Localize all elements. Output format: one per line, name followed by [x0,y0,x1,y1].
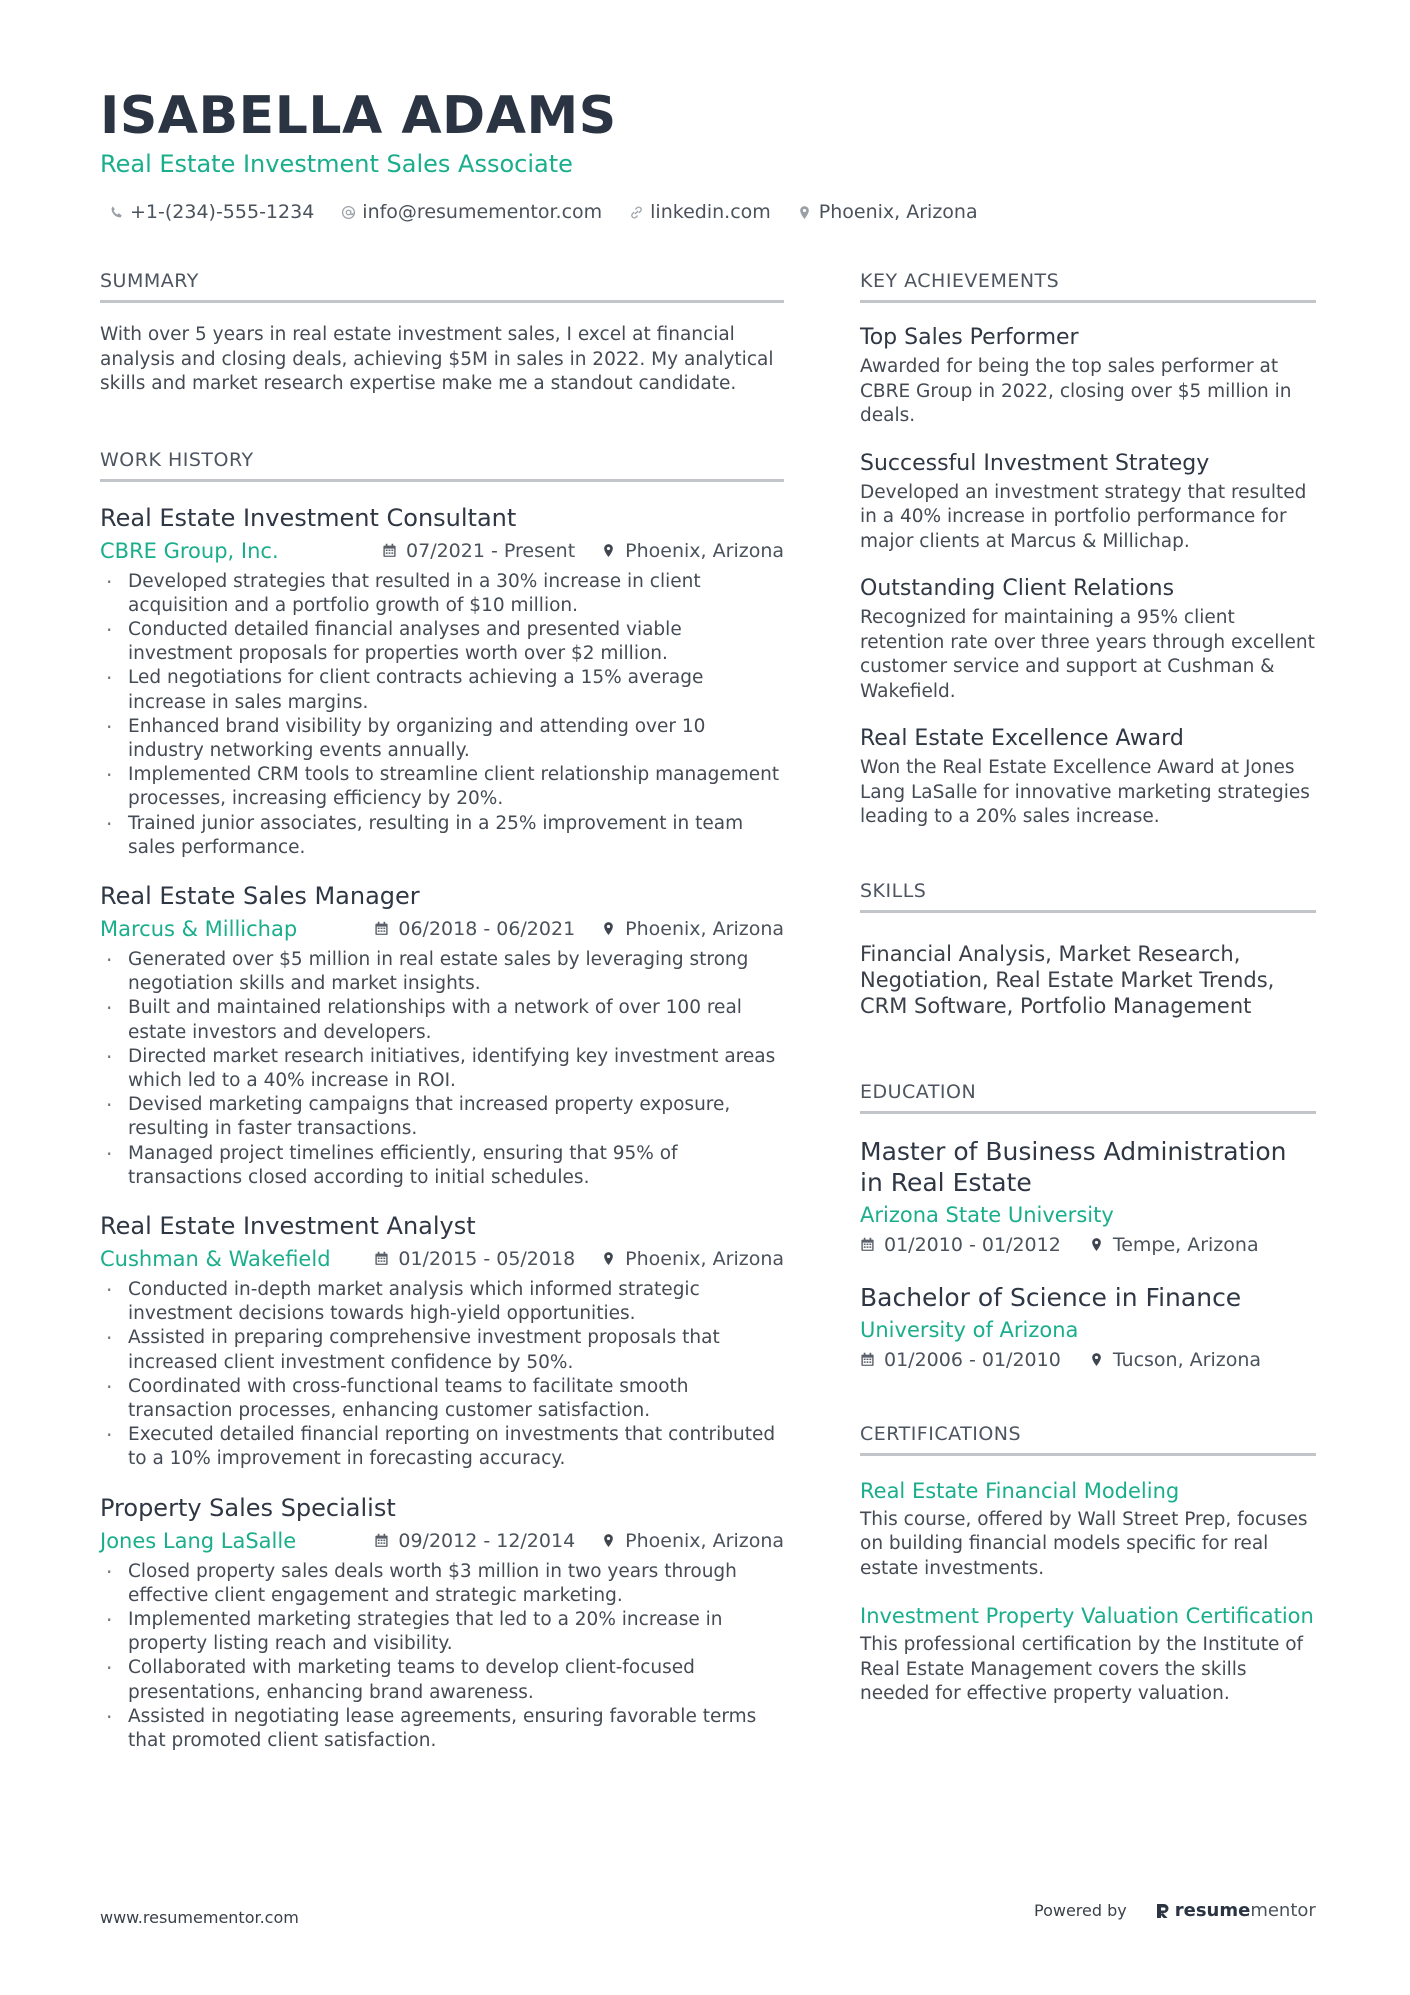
job-location: Phoenix, Arizona [625,1529,784,1552]
bullet-item: · Assisted in preparing comprehensive investment proposals that increased client investment confidence by 50%. [100,1326,784,1374]
school-name: University of Arizona [860,1317,1079,1342]
job-dates: 09/2012 - 12/2014 [398,1529,576,1552]
job-dates: 01/2015 - 05/2018 [398,1247,576,1270]
key-achievements-heading: KEY ACHIEVEMENTS [860,268,1316,303]
bullet-item: · Managed project timelines efficiently, ensuring that 95% of transactions closed according to initial schedules. [100,1142,784,1190]
achievement-item [860,724,1316,830]
bullet-item: · Developed strategies that resulted in a 30% increase in client acquisition and a portfolio growth of $10 million. [100,570,784,618]
certification-text: This course, offered by Wall Street Prep, focuses on building financial models specific for real estate investments. [860,1508,1308,1579]
bullet-item: · Generated over $5 million in real estate sales by leveraging strong negotiation skills and market insights. [100,948,784,996]
certification-title: Investment Property Valuation Certification [860,1604,1314,1628]
bullet-item: · Led negotiations for client contracts achieving a 15% average increase in sales margins. [100,666,784,714]
summary-heading: SUMMARY [100,268,784,303]
phone-icon [108,204,124,220]
bullet-item: · Trained junior associates, resulting in a 25% improvement in team sales performance. [100,812,784,860]
achievement-text: Recognized for maintaining a 95% client retention rate over three years through excellent customer service and support at Cushman & Wakefield. [860,607,1315,702]
job-entry [100,502,784,860]
job-entry-title: Real Estate Investment Consultant [100,503,517,532]
footer-website[interactable]: www.resumementor.com [100,1908,299,1927]
bullet-item: · Collaborated with marketing teams to develop client-focused presentations, enhancing brand awareness. [100,1656,784,1704]
bullet-item: · Implemented marketing strategies that led to a 20% increase in property listing reach and visibility. [100,1608,784,1656]
company-name: Cushman & Wakefield [100,1246,331,1271]
bullet-item: · Assisted in negotiating lease agreements, ensuring favorable terms that promoted client satisfaction. [100,1705,784,1753]
bullet-item: · Enhanced brand visibility by organizing and attending over 10 industry networking events annually. [100,715,784,763]
education-dates: 01/2010 - 01/2012 [884,1233,1061,1256]
calendar-icon [374,1533,389,1548]
certification-title: Real Estate Financial Modeling [860,1478,1180,1503]
calendar-icon [860,1237,875,1252]
at-icon [340,204,356,220]
brand-name-accent: mentor [1250,1900,1316,1921]
achievement-title: Real Estate Excellence Award [860,726,1184,751]
job-dates: 06/2018 - 06/2021 [398,917,576,940]
degree-title: Master of Business Administration in Real Estate [860,1136,1287,1197]
job-entry-title: Real Estate Investment Analyst [100,1211,476,1240]
contact-website[interactable]: linkedin.com [628,201,771,223]
certification-item [860,1601,1316,1707]
job-location: Phoenix, Arizona [625,1247,784,1270]
calendar-icon [382,543,397,558]
right-column [860,268,1316,1707]
contact-email[interactable]: info@resumementor.com [340,201,602,223]
education-heading: EDUCATION [860,1079,1316,1114]
summary-text: With over 5 years in real estate investment sales, I excel at financial analysis and closing deals, achieving $5M in sales in 2022. My analytical skills and market research expertise make me a standout candidate. [100,324,774,394]
powered-by-label: Powered by [1034,1901,1127,1920]
brand-logo[interactable] [1155,1900,1316,1921]
resumementor-logo-icon [1155,1902,1171,1920]
job-bullets [100,1560,784,1754]
bullet-item: · Implemented CRM tools to streamline client relationship management processes, increasing efficiency by 20%. [100,763,784,811]
achievement-title: Outstanding Client Relations [860,576,1175,601]
calendar-icon [860,1352,875,1367]
location-pin-icon [797,204,813,220]
achievement-item [860,449,1316,555]
education-location: Tucson, Arizona [1112,1348,1262,1371]
achievement-text: Awarded for being the top sales performer at CBRE Group in 2022, closing over $5 million in deals. [860,356,1292,426]
location-pin-icon [601,543,616,558]
location-pin-icon [601,921,616,936]
job-title: Real Estate Investment Sales Associate [100,150,573,178]
job-entry-title: Property Sales Specialist [100,1493,396,1522]
location-pin-icon [1089,1352,1104,1367]
location-pin-icon [601,1251,616,1266]
achievement-title: Successful Investment Strategy [860,450,1210,476]
bullet-item: · Executed detailed financial reporting on investments that contributed to a 10% improvement in forecasting accuracy. [100,1423,784,1471]
education-item [860,1282,1316,1375]
bullet-item: · Conducted in-depth market analysis which informed strategic investment decisions towards high-yield opportunities. [100,1278,784,1326]
achievement-item [860,323,1316,429]
degree-title: Bachelor of Science in Finance [860,1282,1242,1312]
location-pin-icon [601,1533,616,1548]
certifications-heading: CERTIFICATIONS [860,1421,1316,1456]
bullet-item: · Conducted detailed financial analyses and presented viable investment proposals for properties worth over $2 million. [100,618,784,666]
school-name: Arizona State University [860,1202,1114,1227]
job-bullets [100,948,784,1190]
job-location: Phoenix, Arizona [625,917,784,940]
skills-text: Financial Analysis, Market Research, Negotiation, Real Estate Market Trends, CRM Software, Portfolio Management [860,941,1275,1018]
contact-location: Phoenix, Arizona [797,201,978,223]
job-bullets [100,1278,784,1472]
link-icon [628,204,644,220]
bullet-item: · Directed market research initiatives, identifying key investment areas which led to a 40% increase in ROI. [100,1045,784,1093]
education-item [860,1136,1316,1260]
certification-item [860,1476,1316,1582]
company-name: Jones Lang LaSalle [100,1528,297,1553]
job-dates: 07/2021 - Present [406,539,576,562]
location-pin-icon [1089,1237,1104,1252]
job-entry-title: Real Estate Sales Manager [100,881,420,910]
bullet-item: · Devised marketing campaigns that increased property exposure, resulting in faster transactions. [100,1093,784,1141]
skills-heading: SKILLS [860,878,1316,913]
candidate-name: ISABELLA ADAMS [100,86,617,146]
education-dates: 01/2006 - 01/2010 [884,1348,1061,1371]
bullet-item: · Coordinated with cross-functional teams to facilitate smooth transaction processes, enhancing customer satisfaction. [100,1375,784,1423]
education-location: Tempe, Arizona [1112,1233,1259,1256]
job-entry [100,1210,784,1472]
work-history-list [100,502,784,1754]
achievement-text: Developed an investment strategy that resulted in a 40% increase in portfolio performance for major clients at Marcus & Millichap. [860,481,1307,552]
job-entry [100,1492,784,1754]
job-location: Phoenix, Arizona [625,539,784,562]
contact-bar [108,198,1004,226]
calendar-icon [374,921,389,936]
work-history-heading: WORK HISTORY [100,447,784,482]
achievement-text: Won the Real Estate Excellence Award at Jones Lang LaSalle for innovative marketing strategies leading to a 20% sales increase. [860,757,1310,827]
job-bullets [100,570,784,860]
left-column [100,268,784,1753]
footer-branding [1034,1900,1316,1921]
company-name: Marcus & Millichap [100,916,298,941]
company-name: CBRE Group, Inc. [100,538,279,563]
bullet-item: · Built and maintained relationships with a network of over 100 real estate investors and developers. [100,996,784,1044]
job-entry [100,880,784,1190]
certification-text: This professional certification by the Institute of Real Estate Management covers the skills needed for effective property valuation. [860,1634,1304,1704]
brand-name-main: resume [1174,1900,1251,1921]
achievement-item [860,574,1316,704]
bullet-item: · Closed property sales deals worth $3 million in two years through effective client engagement and strategic marketing. [100,1560,784,1608]
achievement-title: Top Sales Performer [860,325,1079,350]
contact-phone: +1-(234)-555-1234 [108,201,314,223]
calendar-icon [374,1251,389,1266]
